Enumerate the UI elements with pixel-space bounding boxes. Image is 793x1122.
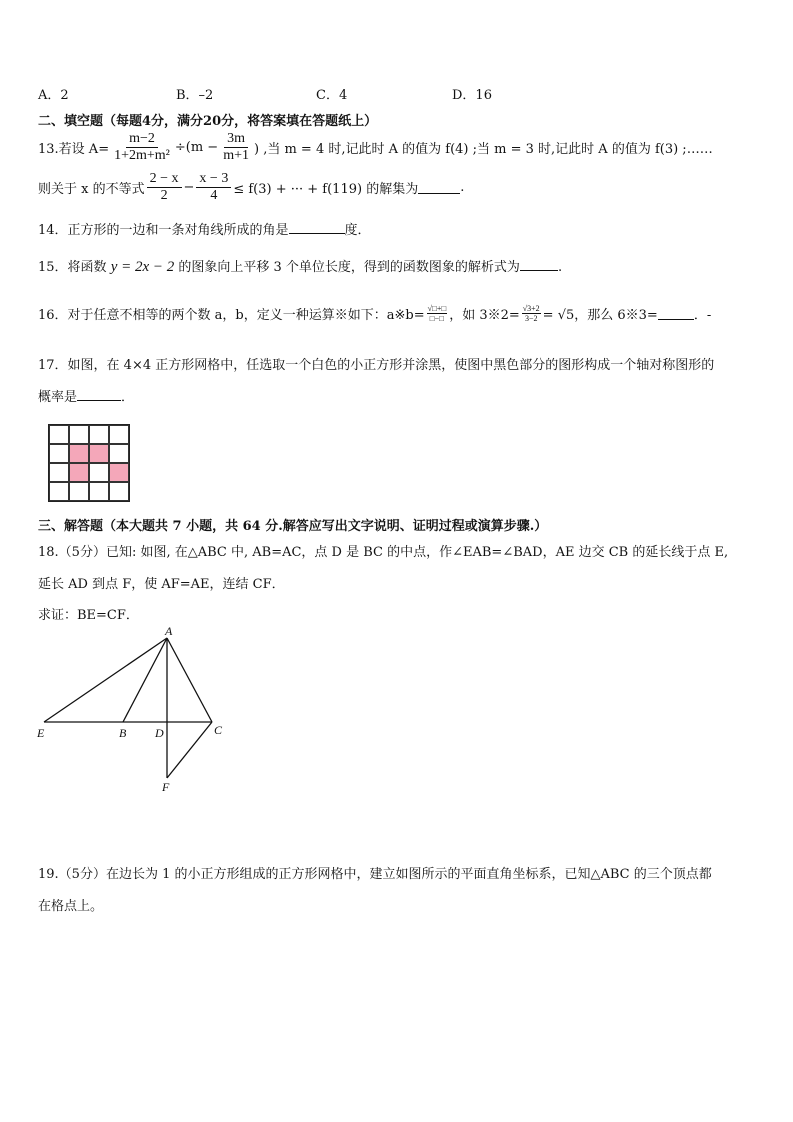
grid-cell-shaded xyxy=(69,463,89,482)
q13-text-d: ≤ f(3) + ··· + f(119) 的解集为 xyxy=(233,182,419,197)
q13-fraction-4 xyxy=(196,171,231,204)
q17-line1: 17．如图，在 4×4 正方形网格中，任选取一个白色的小正方形并涂黑，使图中黑色部分的图形构成一个轴对称图形的 xyxy=(38,358,715,373)
grid-cell xyxy=(89,482,109,501)
q16-example-numerator: √3+2 xyxy=(522,304,540,313)
q13-fraction-2 xyxy=(220,131,252,164)
q13-line2 xyxy=(38,171,464,204)
q16-text-a: 16．对于任意不相等的两个数 a，b，定义一种运算※如下：a※b= xyxy=(38,308,425,323)
q13-text-a: 13.若设 A= xyxy=(38,142,110,157)
q13-f1-denominator: 1+2m+m² xyxy=(114,148,170,163)
q13-f4-denominator: 4 xyxy=(210,188,218,203)
q16-fraction-def xyxy=(427,304,448,323)
q17-line2 xyxy=(38,386,134,405)
q19-line2: 在格点上。 xyxy=(38,899,104,914)
line-ae xyxy=(44,638,167,722)
grid-cell xyxy=(49,463,69,482)
option-c: C．4 xyxy=(316,88,348,103)
q13-text-b: ) ,当 m = 4 时,记此时 A 的值为 f(4) ;当 m = 3 时,记此时 A 的值为 f(3) ;…… xyxy=(254,142,713,157)
line-ab xyxy=(123,638,167,722)
section2-heading: 二、填空题（每题4分，满分20分，将答案填在答题纸上） xyxy=(38,114,378,129)
q13-minus: − xyxy=(183,180,195,195)
q15-equation: y = 2x − 2 xyxy=(110,259,175,275)
q16-example-denominator: 3−2 xyxy=(524,314,538,323)
option-a: A．2 xyxy=(38,88,69,103)
q16-def-denominator: □−□ xyxy=(429,314,444,323)
q13-line1 xyxy=(38,131,713,164)
grid-cell-shaded xyxy=(109,463,129,482)
q14-text: 14．正方形的一边和一条对角线所成的角是 xyxy=(38,223,289,238)
q16-answer-blank xyxy=(658,307,694,320)
q16-fraction-example xyxy=(522,304,541,323)
q14-end: 度． xyxy=(344,223,371,238)
label-f: F xyxy=(162,780,170,794)
label-b: B xyxy=(119,726,127,740)
q16-text-b: ，如 3※2= xyxy=(449,308,520,323)
grid-cell-shaded xyxy=(69,444,89,463)
grid-cell xyxy=(69,425,89,444)
section3-heading: 三、解答题（本大题共 7 小题，共 64 分.解答应写出文字说明、证明过程或演算步骤.） xyxy=(38,519,548,534)
grid-cell xyxy=(109,444,129,463)
q13-answer-blank xyxy=(418,181,460,194)
q13-f1-numerator: m−2 xyxy=(126,131,158,148)
q18-line2: 延长 AD 到点 F，使 AF=AE，连结 CF． xyxy=(38,577,285,592)
q15-end: . xyxy=(557,260,563,275)
option-b: B．–2 xyxy=(176,88,214,103)
q18-triangle-figure xyxy=(30,620,250,800)
q13-end: . xyxy=(460,180,465,195)
label-e: E xyxy=(37,726,45,740)
q17-end: ． xyxy=(121,390,135,405)
q14-answer-blank xyxy=(289,221,345,234)
label-d: D xyxy=(155,726,164,740)
grid-cell xyxy=(49,425,69,444)
q17-answer-blank xyxy=(77,388,121,401)
q13-f3-numerator: 2 − x xyxy=(147,171,182,188)
q15-text-a: 15．将函数 xyxy=(38,260,107,275)
q13-fraction-3 xyxy=(147,171,182,204)
grid-cell xyxy=(109,425,129,444)
q16-text-c: = √5，那么 6※3= xyxy=(542,308,658,323)
grid-cell xyxy=(49,444,69,463)
label-c: C xyxy=(214,723,223,737)
q15-answer-blank xyxy=(520,258,558,271)
grid-cell xyxy=(69,482,89,501)
q13-f3-denominator: 2 xyxy=(160,188,168,203)
grid-cell xyxy=(49,482,69,501)
q18-line1: 18.（5分）已知: 如图, 在△ABC 中, AB=AC，点 D 是 BC 的中点，作∠EAB=∠BAD，AE 边交 CB 的延长线于点 E, xyxy=(38,545,729,560)
line-ac xyxy=(167,638,212,722)
q13-operator: ÷(m − xyxy=(174,140,219,155)
q13-f2-denominator: m+1 xyxy=(223,148,249,163)
grid-cell xyxy=(89,425,109,444)
line-cf xyxy=(167,722,212,778)
q19-line1: 19.（5分）在边长为 1 的小正方形组成的正方形网格中，建立如图所示的平面直角坐标系，已知△ABC 的三个顶点都 xyxy=(38,867,712,882)
q13-text-c: 则关于 x 的不等式 xyxy=(38,182,145,197)
q15 xyxy=(38,256,562,276)
q18-line3: 求证：BE=CF． xyxy=(38,608,139,623)
grid-cell-shaded xyxy=(89,444,109,463)
q17-text: 概率是 xyxy=(38,390,78,405)
label-a: A xyxy=(165,624,173,638)
q16-def-numerator: √□+□ xyxy=(427,304,447,313)
q17-grid-figure xyxy=(48,424,130,502)
grid-cell xyxy=(89,463,109,482)
grid-cell xyxy=(109,482,129,501)
q16 xyxy=(38,304,711,323)
q13-f4-numerator: x − 3 xyxy=(196,171,231,188)
q14 xyxy=(38,219,371,238)
option-d: D．16 xyxy=(452,88,492,103)
q13-fraction-1 xyxy=(111,131,173,164)
q16-end: ．- xyxy=(693,308,712,323)
q13-f2-numerator: 3m xyxy=(224,131,248,148)
q15-text-b: 的图象向上平移 3 个单位长度，得到的函数图象的解析式为 xyxy=(178,260,520,275)
